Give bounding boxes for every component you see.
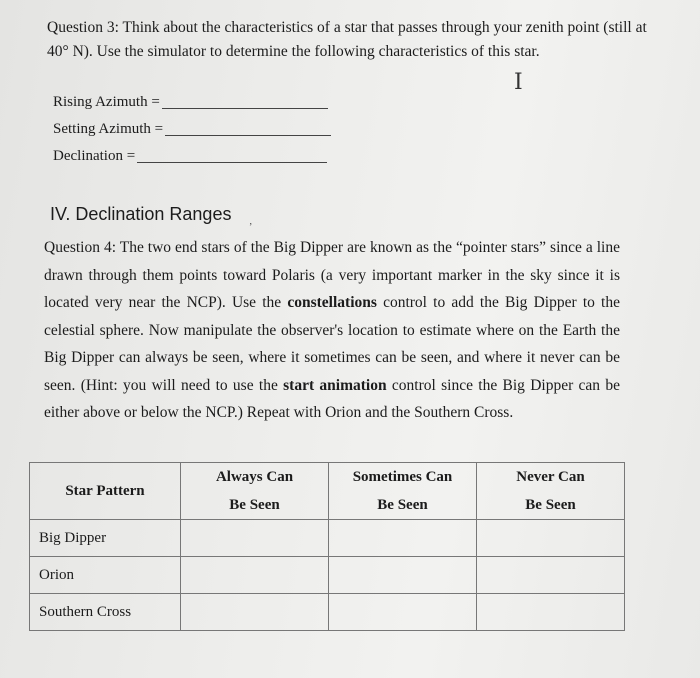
rising-azimuth-label: Rising Azimuth = bbox=[53, 94, 160, 110]
cell-southern-cross-always[interactable] bbox=[181, 594, 329, 631]
cell-big-dipper-always[interactable] bbox=[181, 520, 329, 557]
header-never: Never Can Be Seen bbox=[477, 463, 625, 520]
table-row bbox=[30, 594, 625, 631]
header-star-pattern: Star Pattern bbox=[30, 463, 181, 520]
table-header-row bbox=[30, 463, 625, 520]
question-4-part3: control since the Big Dipper can be either above or below the NCP.) Repeat with Orion and the Southern Cross. bbox=[44, 376, 620, 421]
cell-southern-cross-sometimes[interactable] bbox=[329, 594, 477, 631]
rising-azimuth-field bbox=[53, 94, 328, 111]
header-always: Always Can Be Seen bbox=[181, 463, 329, 520]
section-heading: IV. Declination Ranges bbox=[50, 204, 232, 224]
row-label-southern-cross: Southern Cross bbox=[30, 594, 181, 631]
rising-azimuth-blank[interactable] bbox=[162, 107, 328, 109]
constellations-term: constellations bbox=[287, 294, 377, 311]
header-sometimes: Sometimes Can Be Seen bbox=[329, 463, 477, 520]
declination-field bbox=[53, 148, 327, 165]
table-row bbox=[30, 557, 625, 594]
question-4-part2: control to add the Big Dipper to the celestial sphere. Now manipulate the observer's location to estimate where on the Earth the Big Dipper can always be seen, where it sometimes can be seen, and where it never can be seen. (Hint: you will need to use the bbox=[44, 294, 620, 394]
cell-orion-never[interactable] bbox=[477, 557, 625, 594]
table-row bbox=[30, 520, 625, 557]
star-pattern-table bbox=[29, 462, 625, 631]
stray-mark: ʼ bbox=[249, 222, 253, 233]
cell-big-dipper-sometimes[interactable] bbox=[329, 520, 477, 557]
start-animation-term: start animation bbox=[283, 376, 387, 394]
question-3-text: Question 3: Think about the characteristics of a star that passes through your zenith point (still at 40° N). Use the simulator to determine the following characteristics of this star. bbox=[47, 19, 647, 60]
cell-big-dipper-never[interactable] bbox=[477, 520, 625, 557]
question-4-part1: Question 4: The two end stars of the Big Dipper are known as the “pointer stars” since a line drawn through them points toward Polaris (a very important marker in the sky since it is located very near the NCP). Use the bbox=[44, 239, 620, 311]
setting-azimuth-blank[interactable] bbox=[165, 134, 331, 136]
declination-label: Declination = bbox=[53, 148, 136, 164]
cell-orion-sometimes[interactable] bbox=[329, 557, 477, 594]
question-4-text bbox=[44, 234, 620, 427]
cell-southern-cross-never[interactable] bbox=[477, 594, 625, 631]
text-cursor-icon: I bbox=[514, 70, 523, 95]
cell-orion-always[interactable] bbox=[181, 557, 329, 594]
row-label-big-dipper: Big Dipper bbox=[30, 520, 181, 557]
setting-azimuth-field bbox=[53, 121, 331, 138]
row-label-orion: Orion bbox=[30, 557, 181, 594]
declination-blank[interactable] bbox=[137, 161, 327, 163]
setting-azimuth-label: Setting Azimuth = bbox=[53, 121, 164, 137]
